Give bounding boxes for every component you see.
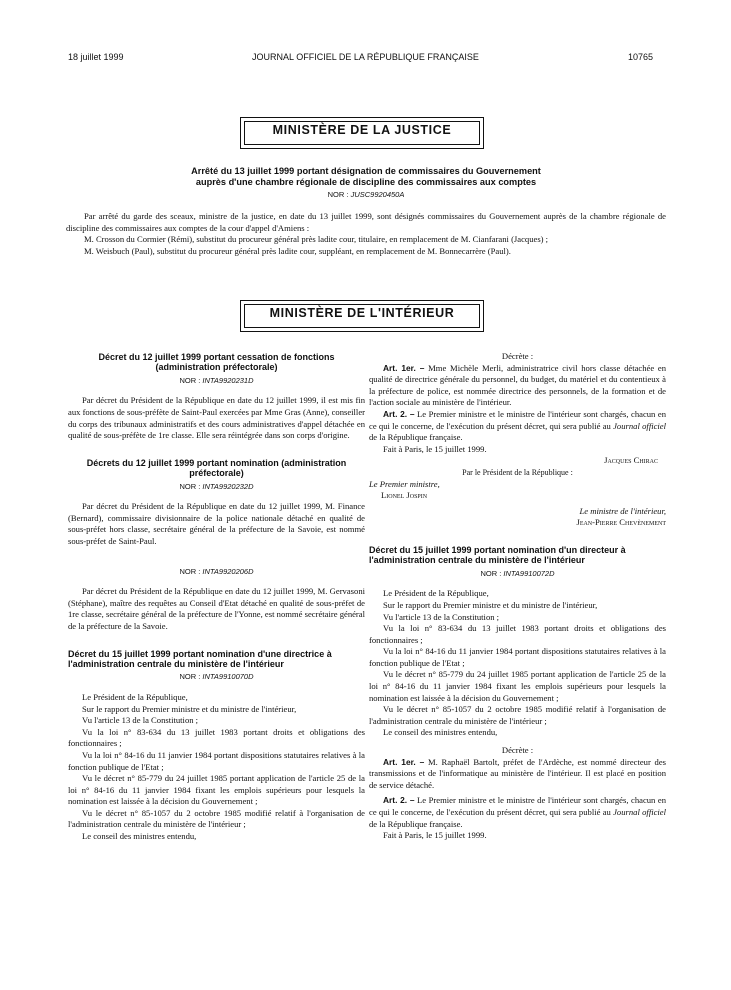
ministry-title-justice: MINISTÈRE DE LA JUSTICE: [244, 121, 480, 145]
header-journal-title: JOURNAL OFFICIEL DE LA RÉPUBLIQUE FRANÇAISE: [252, 52, 479, 62]
arrete-title-line-1: Arrêté du 13 juillet 1999 portant désignation de commissaires du Gouvernement: [191, 166, 541, 176]
ministry-box-interieur: [240, 300, 484, 332]
nor-code: JUSC9920450A: [350, 190, 405, 199]
visa-line: Vu le décret n° 85-779 du 24 juillet 1985 portant application de l'article 25 de la loi n° 84-16 du 11 janvier 1984 fixant les emplois supérieurs pour lesquels la nomination est laissée à la décision du Gouvernement ;: [369, 669, 666, 703]
paragraph: M. Crosson du Cormier (Rémi), substitut du procureur général près ladite cour, titulaire, en remplacement de M. Cianfarani (Jacques) ;: [84, 234, 549, 245]
paragraph: Par décret du Président de la République en date du 12 juillet 1999, M. Gervasoni (Stéphane), maître des requêtes au Conseil d'Etat détaché en qualité de sous-préfet de 1re classe, secrétaire général de la préfecture de l'Yonne, est nommé secrétaire général de la préfecture de la Savoie.: [68, 586, 365, 631]
visa-line: Le conseil des ministres entendu,: [383, 727, 498, 738]
article-text: de la République française.: [369, 432, 463, 443]
nor-reference: NOR : INTA9920232D: [179, 481, 254, 491]
visa-line: Le Président de la République,: [82, 691, 188, 702]
header-date: 18 juillet 1999: [68, 52, 124, 62]
nor-code: INTA9910072D: [503, 568, 555, 578]
visas-list: [369, 588, 666, 739]
visa-line: Le conseil des ministres entendu,: [82, 831, 197, 842]
premier-ministre-title: Le Premier ministre,: [369, 478, 440, 489]
ministre-interieur-name: Jean-Pierre Chevènement: [576, 517, 666, 528]
visa-line: Vu le décret n° 85-1057 du 2 octobre 1985 modifié relatif à l'organisation de l'administration centrale du ministère de l'intérieur ;: [369, 704, 666, 726]
visa-line: Sur le rapport du Premier ministre et du ministre de l'intérieur,: [82, 703, 297, 714]
decree-title: Décret du 12 juillet 1999 portant cessation de fonctions (administration préfectorale): [98, 352, 335, 373]
article-text: de la République française.: [369, 818, 463, 829]
article-label: Art. 1er. –: [383, 756, 425, 767]
article-2: [369, 409, 666, 444]
visa-line: Vu la loi n° 84-16 du 11 janvier 1984 portant dispositions statutaires relatives à la fonction publique de l'Etat ;: [68, 749, 365, 772]
article-label: Art. 2. –: [383, 795, 415, 806]
ministre-interieur-title: Le ministre de l'intérieur,: [579, 505, 666, 516]
nor-reference: [66, 190, 666, 199]
article-text: Le Premier ministre et le ministre de l'intérieur sont chargés, chacun en ce qui le concerne, de l'exécution du présent décret, qui sera publié au: [369, 408, 666, 431]
visa-line: Sur le rapport du Premier ministre et du ministre de l'intérieur,: [383, 599, 598, 610]
paragraph: Par décret du Président de la République en date du 12 juillet 1999, il est mis fin aux fonctions de sous-préfète de Saint-Paul exercées par Mme Gras (Anne), conseiller du corps des tribunaux administratifs et des cours administratives d'appel détachée en qualité de sous-préfète de 1re classe. Elle sera réintégrée dans son corps d'origine.: [68, 395, 365, 441]
signature-president: Jacques Chirac: [604, 455, 658, 466]
visa-line: Vu l'article 13 de la Constitution ;: [383, 611, 500, 622]
left-column: [68, 352, 365, 843]
paragraph: M. Weisbuch (Paul), substitut du procureur général près ladite cour, suppléant, en remplacement de M. Bonnecarrère (Paul).: [84, 245, 511, 256]
nor-code: INTA9920206D: [202, 566, 254, 576]
article-label: Art. 1er. –: [383, 362, 425, 373]
article-2: [369, 795, 666, 830]
justice-arrete-body: [66, 211, 666, 257]
visas-list: [68, 692, 365, 843]
article-text: Le Premier ministre et le ministre de l'intérieur sont chargés, chacun en ce qui le concerne, de l'exécution du présent décret, qui sera publié au: [369, 795, 666, 817]
nor-reference: NOR : INTA9910072D: [480, 568, 555, 578]
nor-label: NOR :: [327, 190, 349, 199]
visa-line: Vu le décret n° 85-779 du 24 juillet 1985 portant application de l'article 25 de la loi n° 84-16 du 11 janvier 1984 fixant les emplois supérieurs pour lesquels la nomination est laissée à la décision du Gouvernement ;: [68, 773, 365, 807]
article-text: M. Raphaël Bartolt, préfet de l'Ardèche, est nommé directeur des transmissions et de l'informatique au ministère de l'intérieur. Il est placé en position de service détaché.: [369, 756, 666, 790]
decree-title: Décret du 15 juillet 1999 portant nomination d'un directeur à l'administration centrale du ministère de l'intérieur: [369, 544, 626, 566]
nor-reference: NOR : INTA9920206D: [179, 566, 254, 576]
nor-reference: NOR : INTA9920231D: [179, 375, 254, 385]
paragraph: Par arrêté du garde des sceaux, ministre de la justice, en date du 13 juillet 1999, sont désignés commissaires du Gouvernement auprès de la chambre régionale de discipline des commissaires aux comptes de la cour d'appel d'Amiens :: [66, 211, 666, 233]
article-label: Art. 2. –: [383, 408, 415, 419]
ministry-box-justice: [240, 117, 484, 149]
visa-line: Vu la loi n° 83-634 du 13 juillet 1983 portant droits et obligations des fonctionnaires ;: [68, 726, 365, 749]
fait-a-paris: Fait à Paris, le 15 juillet 1999.: [383, 443, 487, 454]
article-text: Mme Michèle Merli, administratrice civil hors classe détachée en qualité de directrice générale du personnel, du budget, du matériel et du contentieux à la préfecture de police, est nommée directrice des personnels, de la formation et de l'action sociale au ministère de l'intérieur.: [369, 362, 666, 408]
paragraph: Par décret du Président de la République en date du 12 juillet 1999, M. Finance (Bernard), commissaire divisionnaire de la police nationale détaché en qualité de sous-préfet hors classe, secrétaire général de la préfecture de la Savoie, est nommé sous-préfet de Saint-Paul.: [68, 501, 365, 546]
visa-line: Vu le décret n° 85-1057 du 2 octobre 1985 modifié relatif à l'organisation de l'administration centrale du ministère de l'intérieur ;: [68, 807, 365, 830]
visa-line: Vu la loi n° 84-16 du 11 janvier 1984 portant dispositions statutaires relatives à la fonction publique de l'Etat ;: [369, 646, 666, 668]
nor-reference: NOR : INTA9910070D: [179, 672, 254, 682]
article-1: [369, 363, 666, 409]
journal-officiel: Journal officiel: [613, 807, 666, 817]
decree-title: Décret du 15 juillet 1999 portant nomination d'une directrice à l'administration centrale du ministère de l'intérieur: [68, 648, 332, 669]
visa-line: Vu la loi n° 83-634 du 13 juillet 1983 portant droits et obligations des fonctionnaires ;: [369, 623, 666, 645]
article-1: [369, 757, 666, 792]
ministry-title-interieur: MINISTÈRE DE L'INTÉRIEUR: [244, 304, 480, 328]
premier-ministre-name: Lionel Jospin: [381, 490, 428, 501]
arrete-title-line-2: auprès d'une chambre régionale de discipline des commissaires aux comptes: [195, 177, 537, 187]
nor-code: INTA9910070D: [202, 672, 254, 682]
right-column: [369, 351, 666, 842]
decrete-label: Décrète :: [501, 745, 534, 756]
journal-officiel: Journal officiel: [613, 420, 666, 431]
decree-title: Décrets du 12 juillet 1999 portant nomination (administration préfectorale): [86, 457, 347, 479]
nor-code: INTA9920232D: [202, 481, 254, 491]
par-le-president: Par le Président de la République :: [462, 467, 573, 477]
justice-arrete-heading: [66, 166, 666, 199]
nor-code: INTA9920231D: [202, 375, 254, 385]
fait-a-paris: Fait à Paris, le 15 juillet 1999.: [383, 830, 487, 841]
decrete-label: Décrète :: [501, 351, 534, 361]
visa-line: Vu l'article 13 de la Constitution ;: [82, 715, 199, 726]
header-page-number: 10765: [627, 52, 653, 62]
visa-line: Le Président de la République,: [383, 588, 489, 599]
